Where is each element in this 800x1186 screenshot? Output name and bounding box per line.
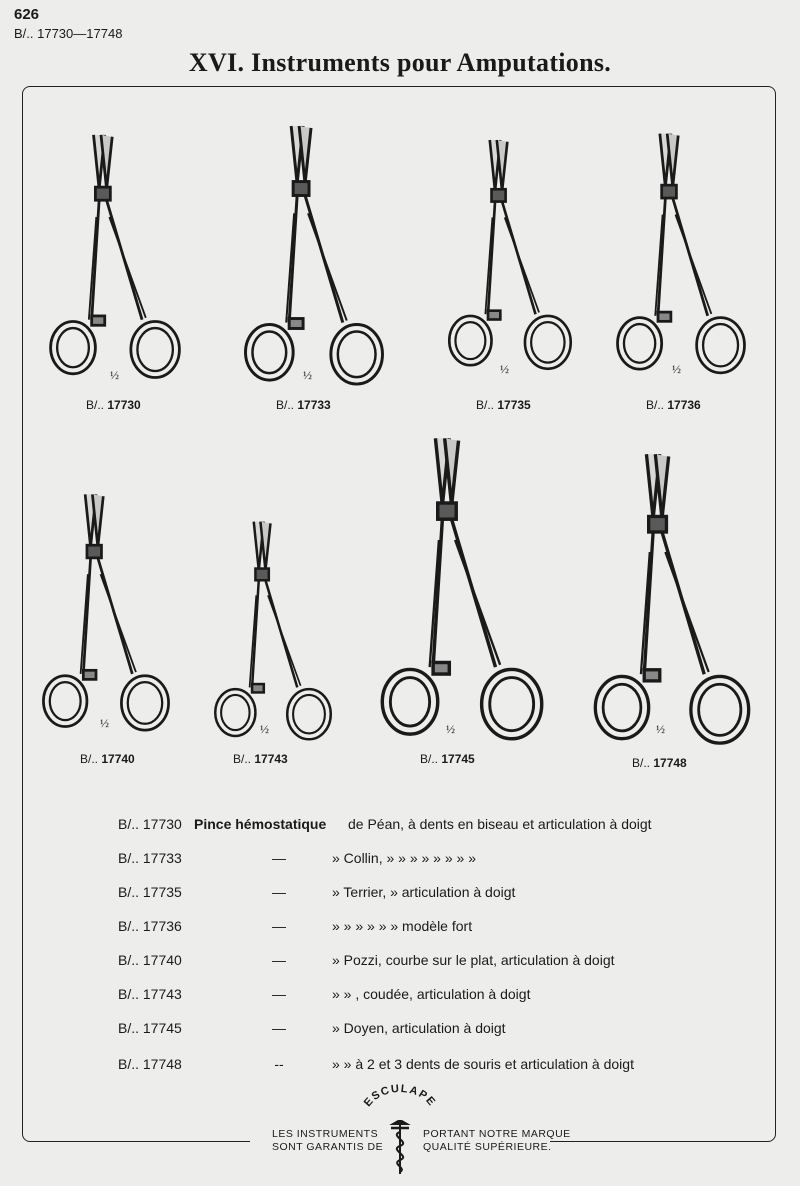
forceps-illustration [362, 436, 562, 748]
forceps-illustration [578, 452, 766, 752]
forceps-illustration [38, 488, 174, 742]
scale-label: ½ [260, 722, 269, 736]
scale-label: ½ [303, 368, 312, 382]
caption-ref: 17743 [254, 752, 288, 766]
spec-description: » Pozzi, courbe sur le plat, articulation à doigt [332, 952, 615, 968]
forceps-illustration [444, 124, 576, 390]
spec-ditto-dash: — [272, 918, 286, 934]
footer-line: PORTANT NOTRE MARQUE [423, 1128, 571, 1140]
page-title: XVI. Instruments pour Amputations. [188, 48, 612, 77]
caption-ref: 17736 [667, 398, 701, 412]
forceps-illustration [45, 128, 185, 390]
footer-line: LES INSTRUMENTS [272, 1128, 379, 1140]
caption-prefix: B/.. [233, 752, 252, 766]
logo-text: ESCULAPE [361, 1082, 439, 1110]
spec-ref: B/.. 17745 [118, 1020, 182, 1036]
forceps-illustration [200, 520, 346, 746]
caption-prefix: B/.. [86, 398, 105, 412]
page-number: 626 [14, 6, 40, 23]
figure-caption [80, 752, 135, 766]
footer-guarantee-right [423, 1128, 571, 1154]
footer-guarantee-left [272, 1128, 383, 1154]
spec-description: » » , coudée, articulation à doigt [332, 986, 531, 1002]
spec-ref: B/.. 17733 [118, 850, 182, 866]
catalog-ref-range: B/.. 17730—17748 [14, 26, 123, 41]
spec-description: » Doyen, articulation à doigt [332, 1020, 506, 1036]
spec-ref: B/.. 17735 [118, 884, 182, 900]
spec-ref: B/.. 17730 [118, 816, 182, 832]
spec-description: » » » » » » modèle fort [332, 918, 473, 934]
scale-label: ½ [500, 362, 509, 376]
spec-description: de Péan, à dents en biseau et articulation à doigt [348, 816, 652, 832]
caption-ref: 17735 [497, 398, 531, 412]
figure-caption [420, 752, 475, 766]
spec-ref: B/.. 17736 [118, 918, 182, 934]
spec-ref: B/.. 17740 [118, 952, 182, 968]
footer-line: SONT GARANTIS DE [272, 1141, 384, 1153]
forceps-illustration [612, 120, 750, 392]
esculape-logo [360, 1082, 440, 1122]
spec-ditto-dash: — [272, 1020, 286, 1036]
caption-prefix: B/.. [420, 752, 439, 766]
spec-ditto-dash: — [272, 986, 286, 1002]
caption-prefix: B/.. [646, 398, 665, 412]
forceps-illustration [234, 124, 394, 392]
spec-ditto-dash: -- [274, 1056, 284, 1072]
caption-ref: 17740 [101, 752, 135, 766]
figure-caption [646, 398, 701, 412]
scale-label: ½ [656, 722, 665, 736]
spec-product-name: Pince hémostatique [194, 816, 327, 832]
caption-prefix: B/.. [80, 752, 99, 766]
figure-caption [233, 752, 288, 766]
scale-label: ½ [110, 368, 119, 382]
scale-label: ½ [100, 716, 109, 730]
figure-caption [86, 398, 141, 412]
figure-caption [632, 756, 687, 770]
spec-ditto-dash: — [272, 850, 286, 866]
caption-prefix: B/.. [276, 398, 295, 412]
caption-prefix: B/.. [476, 398, 495, 412]
spec-description: » Collin, » » » » » » » » [332, 850, 476, 866]
spec-ditto-dash: — [272, 952, 286, 968]
spec-description: » » à 2 et 3 dents de souris et articulation à doigt [332, 1056, 634, 1072]
caption-ref: 17748 [653, 756, 687, 770]
caption-ref: 17730 [107, 398, 141, 412]
spec-ref: B/.. 17748 [118, 1056, 182, 1072]
scale-label: ½ [446, 722, 455, 736]
figure-caption [476, 398, 531, 412]
spec-description: » Terrier, » articulation à doigt [332, 884, 516, 900]
scale-label: ½ [672, 362, 681, 376]
caption-ref: 17733 [297, 398, 331, 412]
spec-ditto-dash: — [272, 884, 286, 900]
caduceus-icon [385, 1120, 415, 1176]
caption-prefix: B/.. [632, 756, 651, 770]
caption-ref: 17745 [441, 752, 475, 766]
spec-ref: B/.. 17743 [118, 986, 182, 1002]
footer-line: QUALITÉ SUPÉRIEURE. [423, 1141, 552, 1153]
figure-caption [276, 398, 331, 412]
